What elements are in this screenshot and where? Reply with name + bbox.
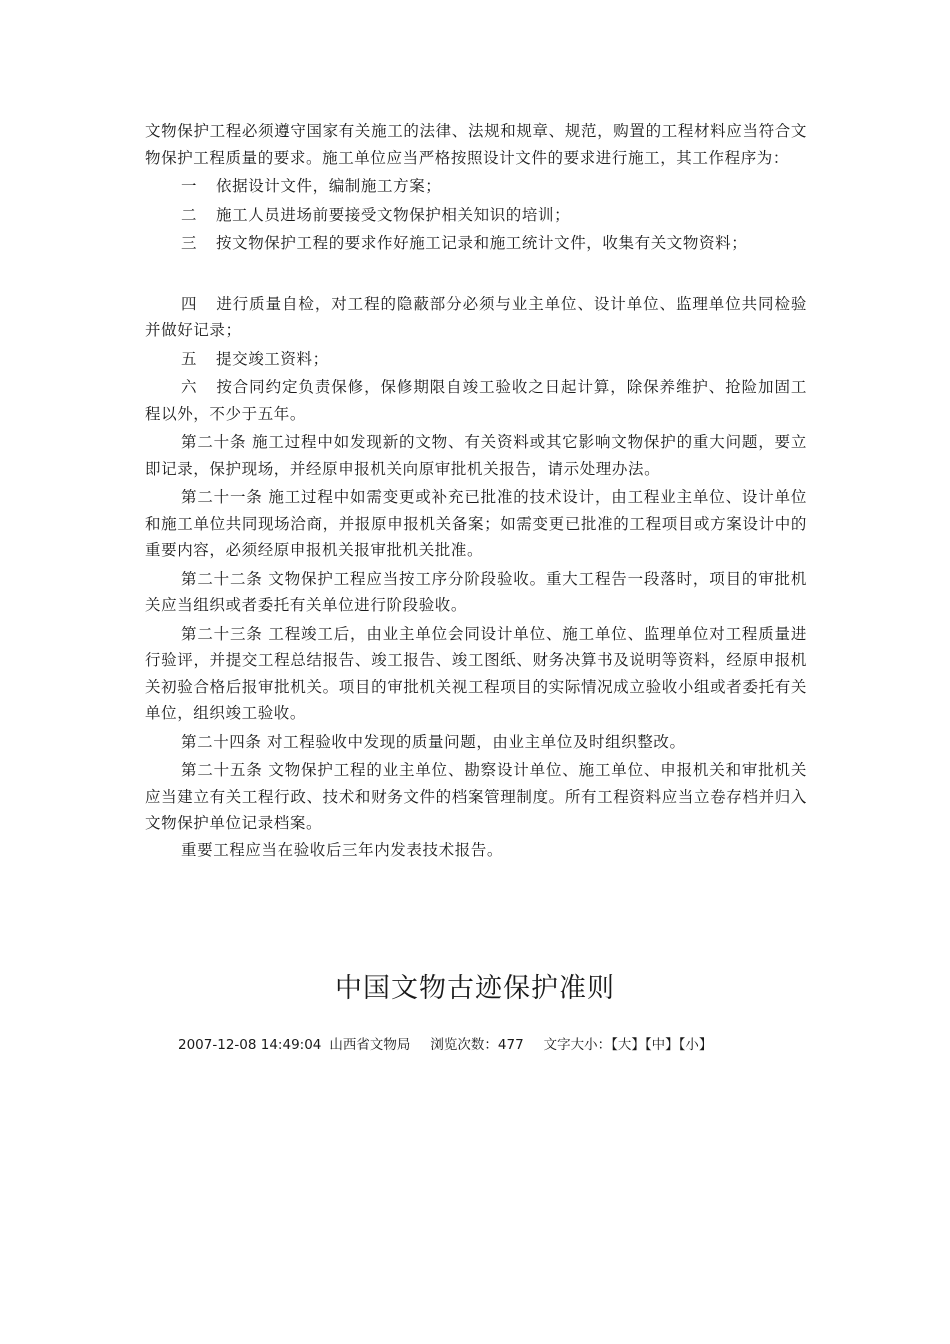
- font-size-small-button[interactable]: 【小】: [678, 1037, 713, 1053]
- intro-paragraph: 文物保护工程必须遵守国家有关施工的法律、法规和规章、规范，购置的工程材料应当符合文物保护工程质量的要求。施工单位应当严格按照设计文件的要求进行施工，其工作程序为：: [145, 122, 807, 167]
- step-text: 提交竣工资料；: [216, 349, 329, 368]
- step-number: 一: [181, 177, 198, 195]
- step-number: 六: [181, 378, 198, 396]
- step-item: [145, 346, 807, 373]
- views-label: 浏览次数：: [430, 1037, 498, 1053]
- closing-paragraph: 重要工程应当在验收后三年内发表技术报告。: [181, 840, 504, 859]
- step-item: [145, 291, 807, 344]
- paragraph-gap: [145, 257, 807, 289]
- step-number: 四: [181, 294, 198, 313]
- font-size-large-button[interactable]: 【大】: [611, 1037, 645, 1053]
- article-paragraph: 第二十条 施工过程中如发现新的文物、有关资料或其它影响文物保护的重大问题，要立即记录，保护现场，并经原申报机关向原审批机关报告，请示处理办法。: [145, 433, 807, 478]
- article-paragraph: 第二十一条 施工过程中如需变更或补充已批准的技术设计，由工程业主单位、设计单位和施工单位共同现场洽商，并报原申报机关备案；如需变更已批准的工程项目或方案设计中的重要内容，必须经原申报机关报审批机关批准。: [145, 488, 807, 559]
- article-paragraph: 第二十四条 对工程验收中发现的质量问题，由业主单位及时组织整改。: [181, 732, 686, 751]
- step-item: [145, 230, 807, 257]
- step-text: 按合同约定负责保修，保修期限自竣工验收之日起计算，除保养维护、抢险加固工程以外，不少于五年。: [145, 378, 807, 423]
- article-paragraph: 第二十二条 文物保护工程应当按工序分阶段验收。重大工程告一段落时，项目的审批机关应当组织或者委托有关单位进行阶段验收。: [145, 569, 807, 614]
- step-number: 五: [181, 349, 198, 368]
- step-item: [145, 202, 807, 229]
- source-label: 山西省文物局: [329, 1037, 411, 1053]
- step-item: [145, 374, 807, 427]
- article-paragraph: 第二十三条 工程竣工后，由业主单位会同设计单位、施工单位、监理单位对工程质量进行验评，并提交工程总结报告、竣工报告、竣工图纸、财务决算书及说明等资料，经原申报机关初验合格后报审批机关。项目的审批机关视工程项目的实际情况成立验收小组或者委托有关单位，组织竣工验收。: [145, 624, 807, 722]
- font-size-label: 文字大小：: [543, 1037, 612, 1053]
- step-number: 二: [181, 205, 198, 224]
- step-text: 施工人员进场前要接受文物保护相关知识的培训；: [216, 205, 571, 224]
- document-body: [145, 118, 807, 863]
- article-title: 中国文物古迹保护准则: [335, 973, 615, 1004]
- step-text: 依据设计文件，编制施工方案；: [216, 177, 442, 195]
- step-item: [145, 173, 807, 200]
- publish-datetime: 2007-12-08 14:49:04: [178, 1037, 322, 1053]
- step-text: 按文物保护工程的要求作好施工记录和施工统计文件，收集有关文物资料；: [216, 234, 748, 252]
- step-number: 三: [181, 234, 198, 252]
- article-meta: [178, 1033, 712, 1053]
- step-text: 进行质量自检，对工程的隐蔽部分必须与业主单位、设计单位、监理单位共同检验并做好记录；: [145, 294, 807, 339]
- views-count: 477: [497, 1037, 524, 1053]
- font-size-medium-button[interactable]: 【中】: [644, 1037, 679, 1053]
- article-paragraph: 第二十五条 文物保护工程的业主单位、勘察设计单位、施工单位、申报机关和审批机关应当建立有关工程行政、技术和财务文件的档案管理制度。所有工程资料应当立卷存档并归入文物保护单位记录档案。: [145, 761, 807, 832]
